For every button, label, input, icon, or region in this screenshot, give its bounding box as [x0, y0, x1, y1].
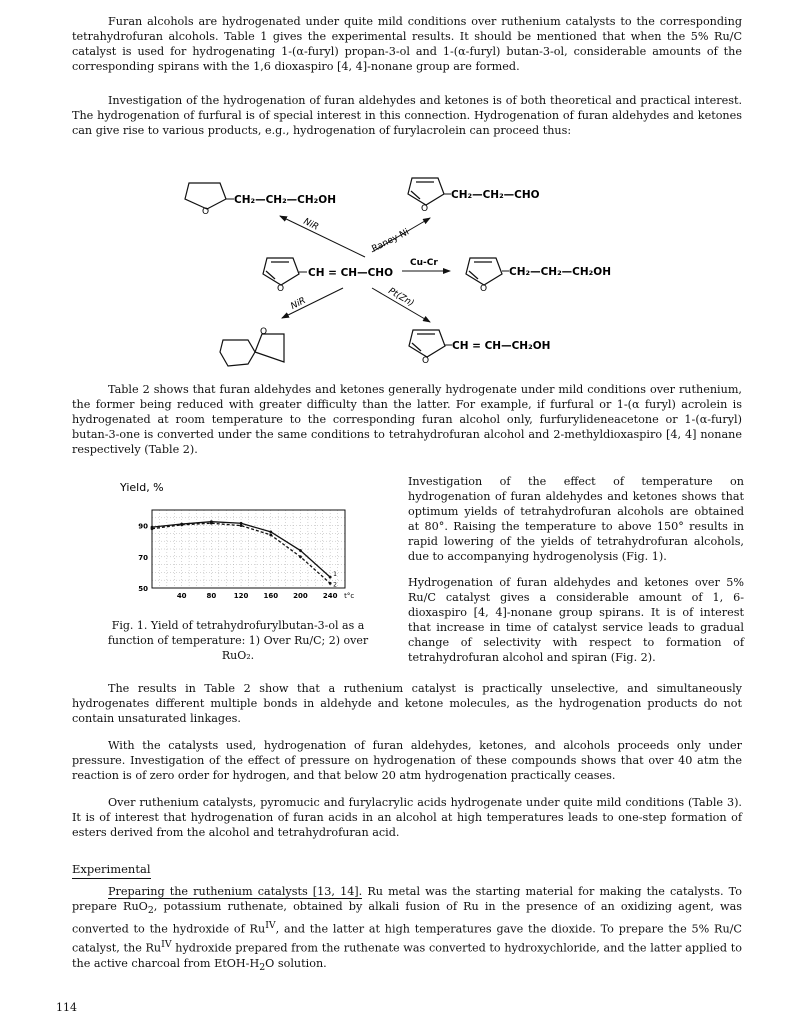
arrow-label-raney: Raney Ni [370, 227, 411, 255]
figure-1-chart [90, 472, 380, 607]
data-point [269, 530, 272, 533]
paragraph-unselective [72, 681, 742, 726]
data-point [329, 576, 332, 579]
subscript: 2 [259, 961, 266, 973]
paragraph-preparation [72, 884, 742, 975]
furan-ring-center [263, 258, 299, 285]
ring-oxygen-label: O [277, 284, 285, 294]
text-run: , potassium ruthenate, obtained by alkali fusion of Ru in the presence of an oxidizing agent, was converted to the hydroxide of Ru [72, 900, 742, 936]
paragraph-text: With the catalysts used, hydrogenation of furan aldehydes, ketones, and alcohols proceeds only under pressure. Investigation of the effect of pressure on hydrogenation of these compounds shows that over 40 atm the reaction is of zero order for hydrogen, and that below 20 atm hydrogenation practically ceases. [72, 739, 742, 782]
x-tick-label: 120 [233, 592, 249, 600]
x-tick-label: 160 [263, 592, 279, 600]
data-point [269, 534, 272, 537]
data-point [180, 523, 183, 526]
subsection-lead: Preparing the ruthenium catalysts [13, 14]. [108, 885, 363, 898]
paragraph-text: The results in Table 2 show that a ruthenium catalyst is practically unselective, and simultaneously hydrogenates different multiple bonds in aldehyde and ketone molecules, as the hydrogenation products do not contain unsaturated linkages. [72, 682, 742, 725]
superscript: IV [161, 938, 172, 950]
x-tick-label: 200 [293, 592, 308, 600]
section-heading-experimental: Experimental [72, 862, 151, 879]
scheme-center-chain: CH = CH—CHO [308, 267, 394, 279]
scheme-top-right-chain: CH₂—CH₂—CHO [451, 189, 540, 201]
furan-ring-bottom-right [409, 330, 445, 357]
superscript: IV [265, 920, 276, 932]
ring-oxygen-label: O [260, 327, 268, 337]
ring-oxygen-label: O [202, 207, 210, 217]
figure-caption: Fig. 1. Yield of tetrahydrofurylbutan-3-ol as a function of temperature: 1) Over Ru/C; 2) over RuO₂. [107, 619, 369, 662]
arrow-label-nir-down: NiR [289, 295, 308, 312]
arrow-label-cucr: Cu-Cr [410, 258, 438, 268]
furan-ring-top-right [408, 178, 444, 205]
ring-oxygen-label: O [422, 356, 430, 366]
paragraph-furan-alcohols [72, 14, 742, 74]
paragraph-spirans [408, 575, 744, 665]
scheme-top-left-chain: CH₂—CH₂—CH₂OH [234, 194, 336, 206]
x-tick-label: 240 [322, 592, 338, 600]
paragraph-table2 [72, 382, 742, 457]
arrow-label-nir-up: NiR [301, 216, 320, 233]
y-tick-label: 70 [138, 553, 148, 562]
data-point [299, 555, 302, 558]
text-run: Ru metal was the starting material for making the catalysts. To prepare RuO [72, 885, 742, 913]
paragraph-text: Hydrogenation of furan aldehydes and ketones over 5% Ru/C catalyst gives a considerable amount of 1, 6-dioxaspiro [4, 4]-nonane group spirans. It is of interest that increase in time of catalyst service leads to gradual change of selectivity with respect to formation of tetrahydrofuran alcohol and spiran (Fig. 2). [408, 576, 744, 664]
ring-oxygen-label: O [480, 284, 488, 294]
paragraph-temperature [408, 474, 744, 564]
thf-ring-right [466, 258, 502, 285]
y-axis-label: Yield, % [120, 481, 164, 494]
y-tick-label: 50 [138, 585, 148, 593]
x-tick-label: 80 [206, 592, 217, 600]
dioxaspiro-nonane [220, 334, 284, 366]
thf-ring-top-left [185, 183, 226, 209]
subscript: 2 [147, 905, 154, 917]
y-tick-label: 90 [138, 522, 148, 531]
paragraph-text: Investigation of the hydrogenation of furan aldehydes and ketones is of both theoretical and practical interest. The hydrogenation of furfural is of special interest in this connection. Hydrogenation of furan aldehydes and ketones can give rise to various products, e.g., hydrogenation of furylacrolein can proceed thus: [72, 94, 742, 137]
scheme-right-chain: CH₂—CH₂—CH₂OH [509, 266, 611, 278]
paragraph-text: Investigation of the effect of temperature on hydrogenation of furan aldehydes and ketones shows that optimum yields of tetrahydrofuran alcohols are obtained at 80°. Raising the temperature to above 150° results in rapid lowering of the yields of tetrahydrofuran alcohols, due to accompanying hydrogenolysis (Fig. 1). [408, 475, 744, 563]
data-point [210, 522, 213, 525]
paragraph-pressure [72, 738, 742, 783]
reaction-scheme [0, 165, 796, 375]
data-point [240, 524, 243, 527]
arrow-label-ptzn: Pt(Zn) [386, 286, 416, 309]
paragraph-text: Furan alcohols are hydrogenated under quite mild conditions over ruthenium catalysts to the corresponding tetrahydrofuran alcohols. Table 1 gives the experimental results. It should be mentioned that when the 5% Ru/C catalyst is used for hydrogenating 1-(α-furyl) propan-3-ol and 1-(α-furyl) butan-3-ol, considerable amounts of the corresponding spirans with the 1,6 dioxaspiro [4, 4]-nonane group are formed. [72, 15, 742, 73]
x-axis-unit: t°c [344, 592, 355, 600]
ring-oxygen-label: O [421, 204, 429, 214]
paragraph-text: Table 2 shows that furan aldehydes and ketones generally hydrogenate under mild conditions over ruthenium, the former being reduced with greater difficulty than the latter. For example, if furfural or 1-(α furyl) acrolein is hydrogenated at room temperature to the corresponding furan alcohol only, furfurylideneacetone or 1-(α-furyl) butan-3-one is converted under the same conditions to tetrahydrofuran alcohol and 2-methyldioxaspiro [4, 4] nonane respectively (Table 2). [72, 383, 742, 456]
series-label: 2 [333, 581, 337, 589]
data-point [299, 549, 302, 552]
paragraph-text: Over ruthenium catalysts, pyromucic and furylacrylic acids hydrogenate under quite mild conditions (Table 3). It is of interest that hydrogenation of furan acids in an alcohol at high temperatures leads to one-step formation of esters derived from the alcohol and tetrahydrofuran acid. [72, 796, 742, 839]
data-point [329, 582, 332, 585]
scheme-bottom-right-chain: CH = CH—CH₂OH [452, 340, 551, 352]
series-label: 1 [333, 571, 337, 579]
text-run: O solution. [265, 956, 327, 970]
x-tick-label: 40 [176, 592, 187, 600]
data-point [151, 527, 154, 530]
page-number: 114 [56, 1001, 77, 1014]
text-run: hydroxide prepared from the ruthenate was converted to hydroxychloride, and the latter applied to the active charcoal from EtOH-H [72, 941, 742, 970]
paragraph-aldehydes-ketones [72, 93, 742, 138]
paragraph-acids [72, 795, 742, 840]
text-run: , and the latter at high temperatures gave the dioxide. To prepare the 5% Ru/C catalyst, the Ru [72, 922, 742, 955]
